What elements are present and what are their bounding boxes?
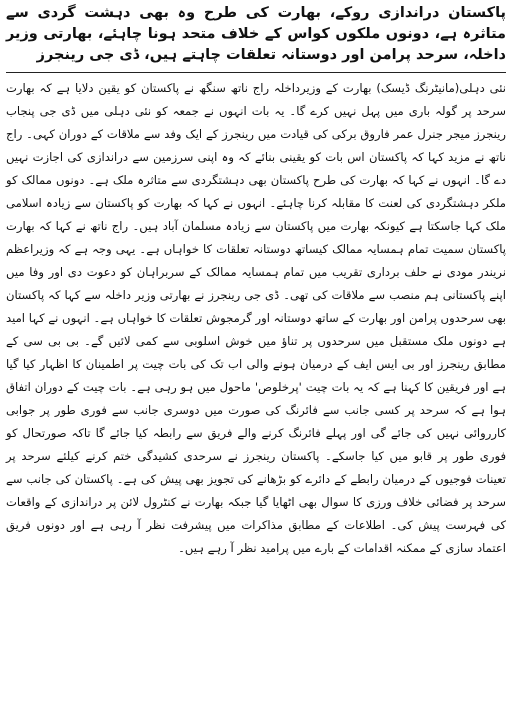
article-body: نئی دہلی(مانیٹرنگ ڈیسک) بھارت کے وزیرداخلہ راج ناتھ سنگھ نے پاکستان کو یقین دلایا ہے کہ بھارت سرحد پر گولہ باری میں پہل نہیں کرے گا۔ یہ بات انہوں نے جمعہ کو نئی دہلی میں ڈی جی پنجاب رینجرز میجر جنرل عمر فاروق برکی کی قیادت میں رینجرز کے ایک وفد سے ملاقات کے دوران کہی۔ راج ناتھ نے مزید کہا کہ پاکستان اس بات کو یقینی بنائے کہ وہ اپنی سرزمین سے دراندازی کی اجازت نہیں دے گا۔ انہوں نے کہا کہ بھارت کی طرح پاکستان بھی دہشتگردی سے متاثرہ ملک ہے۔ دونوں ممالک کو ملکر دہشتگردی کی لعنت کا مقابلہ کرنا چاہئے۔ انہوں نے کہا کہ بھارت کو پاکستان سے زیادہ اسلامی ملک کہا جاسکتا ہے کیونکہ بھارت میں پاکستان سے زیادہ مسلمان آباد ہیں۔ راج ناتھ نے کہا کہ بھارت پاکستان سمیت تمام ہمسایہ ممالک کیساتھ دوستانہ تعلقات کا خواہاں ہے۔ یہی وجہ ہے کہ وزیراعظم نریندر مودی نے حلف برداری تقریب میں تمام ہمسایہ ممالک کے سربراہان کو دعوت دی اور وفا میں اپنے پاکستانی ہم منصب سے ملاقات کی تھی۔ ڈی جی رینجرز نے بھارتی وزیر داخلہ سے کہا کہ پاکستان بھی سرحدوں پرامن اور بھارت کے ساتھ دوستانہ اور گرمجوش تعلقات کا خواہاں ہے۔ انہوں نے کہا امید ہے دونوں ملک مستقبل میں سرحدوں پر تناؤ میں خوش اسلوبی سے کمی لائیں گے۔ بی بی سی کے مطابق رینجرز اور بی ایس ایف کے درمیان ہونے والی اب تک کی بات چیت پر اطمینان کا اظہار کیا گیا ہے اور فریقین کا کہنا ہے کہ یہ بات چیت 'پرخلوص' ماحول میں ہو رہی ہے۔ بات چیت کے دوران اتفاق ہوا ہے کہ سرحد پر کسی جانب سے فائرنگ کی صورت میں دوسری جانب سے فوری طور پر جوابی کارروائی نہیں کی جائے گی اور پہلے فائرنگ کرنے والے فریق سے رابطہ کیا جائے گا تاکہ صورتحال کو فوری طور پر قابو میں کیا جاسکے۔ پاکستان رینجرز نے سرحدی کشیدگی ختم کرنے کیلئے سرحد پر تعینات فوجیوں کے درمیان رابطے کے دائرے کو بڑھانے کی تجویز بھی پیش کی ہے۔ پاکستان کی جانب سے سرحد پر فضائی خلاف ورزی کا سوال بھی اٹھایا گیا جبکہ بھارت نے کنٹرول لائن پر دراندازی کے واقعات کی فہرست پیش کی۔ اطلاعات کے مطابق مذاکرات میں پیشرفت نظر آ رہی ہے اور دونوں فریق اعتماد سازی کے ممکنہ اقدامات کے بارے میں پرامید نظر آ رہے ہیں۔ (6, 81, 506, 555)
headline-divider (6, 72, 506, 73)
news-clipping (6, 3, 506, 713)
headline: پاکستان دراندازی روکے، بھارت کی طرح وہ بھی دہشت گردی سے متاثرہ ہے، دونوں ملکوں کواس کے خلاف متحد ہونا چاہئے، بھارتی وزیر داخلہ، سرحد پرامن اور دوستانہ تعلقات چاہتے ہیں، ڈی جی رینجرز (6, 5, 506, 63)
